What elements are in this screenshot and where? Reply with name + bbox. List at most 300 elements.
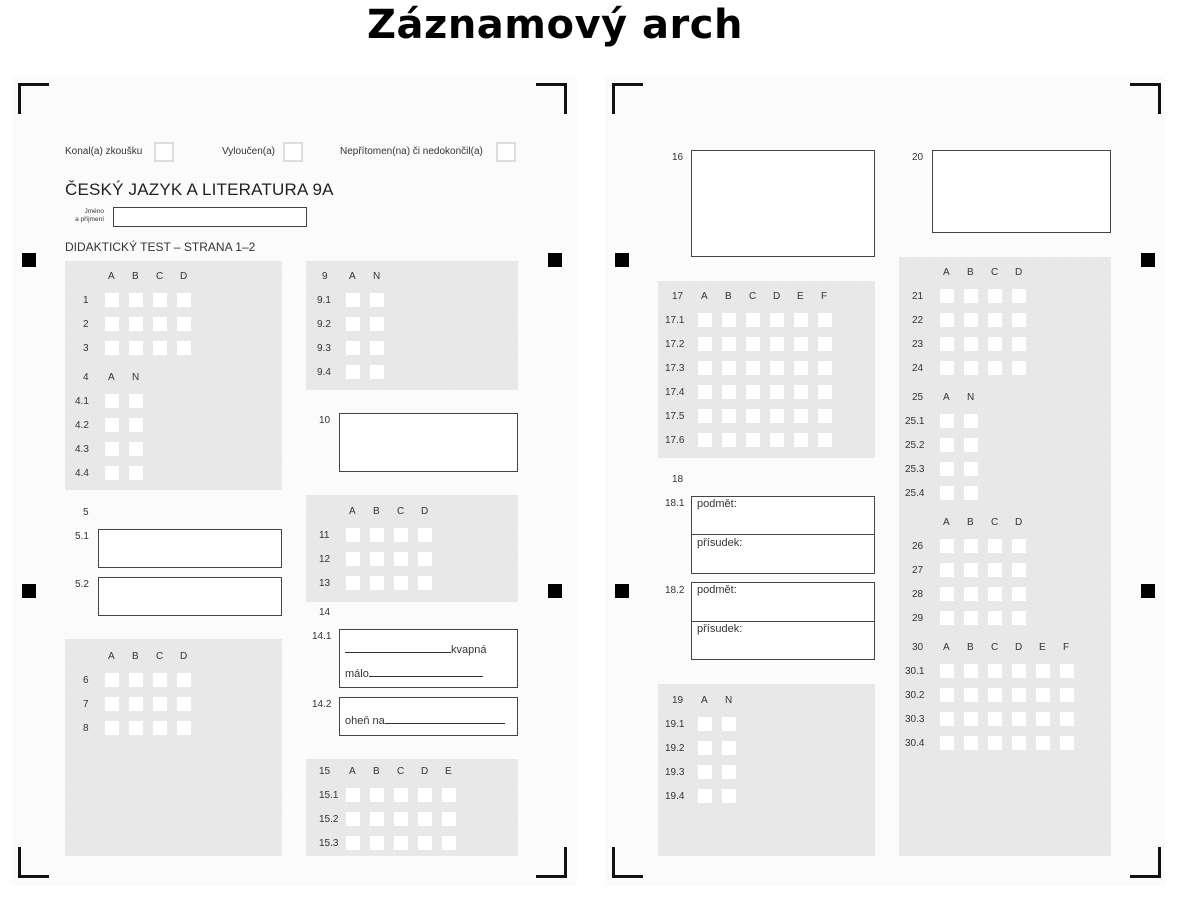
answer-box-2-b[interactable] — [129, 317, 143, 331]
question-14-2-label: 14.2 — [312, 699, 332, 710]
answer-box-15-1-b[interactable] — [370, 788, 384, 802]
answer-box-9-3-n[interactable] — [370, 341, 384, 355]
answer-box-21-d[interactable] — [1012, 289, 1026, 303]
question-18-number: 18 — [672, 474, 684, 485]
answer-box-6-c[interactable] — [153, 673, 167, 687]
status-excluded-label: Vyloučen(a) — [222, 146, 275, 157]
answer-box-17-4-e[interactable] — [794, 385, 808, 399]
answer-box-25-1-a[interactable] — [940, 414, 954, 428]
answer-box-17-2-a[interactable] — [698, 337, 712, 351]
answer-box-24-d[interactable] — [1012, 361, 1026, 375]
answer-box-27-d[interactable] — [1012, 563, 1026, 577]
question-10-field[interactable] — [339, 413, 518, 472]
row-label-27: 27 — [912, 565, 924, 576]
answer-box-1-c[interactable] — [153, 293, 167, 307]
blank-line — [369, 667, 483, 677]
answer-box-4-3-n[interactable] — [129, 442, 143, 456]
question-14-2-line — [345, 714, 505, 727]
row-label-4-2: 4.2 — [75, 420, 89, 431]
row-label-15-3: 15.3 — [319, 838, 339, 849]
registration-mark — [22, 584, 36, 598]
answer-box-30-3-d[interactable] — [1012, 712, 1026, 726]
answer-box-15-3-b[interactable] — [370, 836, 384, 850]
column-header-e: E — [445, 766, 452, 777]
answer-box-28-b[interactable] — [964, 587, 978, 601]
column-header-d: D — [1015, 642, 1023, 653]
question-19-number: 19 — [672, 695, 684, 706]
answer-box-15-2-e[interactable] — [442, 812, 456, 826]
answer-box-17-2-d[interactable] — [770, 337, 784, 351]
answer-panel — [65, 639, 282, 856]
answer-box-26-b[interactable] — [964, 539, 978, 553]
answer-box-19-3-a[interactable] — [698, 765, 712, 779]
row-label-22: 22 — [912, 315, 924, 326]
answer-box-4-1-n[interactable] — [129, 394, 143, 408]
answer-box-23-c[interactable] — [988, 337, 1002, 351]
answer-box-12-d[interactable] — [418, 552, 432, 566]
answer-box-25-4-n[interactable] — [964, 486, 978, 500]
answer-box-17-6-c[interactable] — [746, 433, 760, 447]
column-header-f: F — [1063, 642, 1070, 653]
answer-box-13-d[interactable] — [418, 576, 432, 590]
answer-box-15-3-c[interactable] — [394, 836, 408, 850]
column-header-b: B — [967, 517, 974, 528]
answer-box-24-c[interactable] — [988, 361, 1002, 375]
answer-box-30-3-c[interactable] — [988, 712, 1002, 726]
question-5-1-field[interactable] — [98, 529, 282, 568]
status-attended-checkbox[interactable] — [154, 142, 174, 162]
answer-box-19-4-a[interactable] — [698, 789, 712, 803]
answer-box-11-c[interactable] — [394, 528, 408, 542]
answer-panel — [899, 257, 1111, 856]
answer-box-17-1-e[interactable] — [794, 313, 808, 327]
line3-prefix: oheň na — [345, 715, 385, 727]
answer-box-30-2-b[interactable] — [964, 688, 978, 702]
answer-box-30-3-a[interactable] — [940, 712, 954, 726]
answer-box-9-3-a[interactable] — [346, 341, 360, 355]
question-20-field[interactable] — [932, 150, 1111, 233]
answer-box-19-3-n[interactable] — [722, 765, 736, 779]
row-label-24: 24 — [912, 363, 924, 374]
status-attended-label: Konal(a) zkoušku — [65, 146, 143, 157]
answer-box-17-4-f[interactable] — [818, 385, 832, 399]
row-label-9-3: 9.3 — [317, 343, 331, 354]
answer-box-19-2-n[interactable] — [722, 741, 736, 755]
column-header-b: B — [132, 651, 139, 662]
answer-box-17-2-e[interactable] — [794, 337, 808, 351]
corner-mark — [612, 83, 643, 114]
answer-box-30-2-d[interactable] — [1012, 688, 1026, 702]
answer-box-17-2-c[interactable] — [746, 337, 760, 351]
question-14-1-line1 — [345, 643, 486, 656]
answer-box-17-5-a[interactable] — [698, 409, 712, 423]
answer-box-25-2-n[interactable] — [964, 438, 978, 452]
answer-box-30-4-b[interactable] — [964, 736, 978, 750]
question-30-number: 30 — [912, 642, 924, 653]
answer-box-17-1-c[interactable] — [746, 313, 760, 327]
answer-box-17-5-f[interactable] — [818, 409, 832, 423]
column-header-a: A — [943, 517, 950, 528]
answer-box-7-a[interactable] — [105, 697, 119, 711]
corner-mark — [536, 847, 567, 878]
answer-box-15-3-a[interactable] — [346, 836, 360, 850]
answer-box-1-b[interactable] — [129, 293, 143, 307]
answer-box-11-b[interactable] — [370, 528, 384, 542]
column-header-c: C — [156, 271, 164, 282]
answer-panel — [658, 281, 875, 458]
registration-mark — [1141, 584, 1155, 598]
answer-box-9-4-n[interactable] — [370, 365, 384, 379]
column-header-c: C — [397, 766, 405, 777]
row-label-30-1: 30.1 — [905, 666, 925, 677]
answer-box-17-5-e[interactable] — [794, 409, 808, 423]
subject-caption: podmět: — [697, 498, 737, 510]
corner-mark — [1130, 83, 1161, 114]
answer-box-11-d[interactable] — [418, 528, 432, 542]
answer-box-27-c[interactable] — [988, 563, 1002, 577]
question-5-1-label: 5.1 — [75, 531, 89, 542]
column-header-b: B — [373, 766, 380, 777]
answer-box-17-6-e[interactable] — [794, 433, 808, 447]
column-header-d: D — [180, 651, 188, 662]
row-label-3: 3 — [83, 343, 89, 354]
answer-box-30-3-f[interactable] — [1060, 712, 1074, 726]
answer-box-2-d[interactable] — [177, 317, 191, 331]
answer-box-3-c[interactable] — [153, 341, 167, 355]
answer-box-4-1-a[interactable] — [105, 394, 119, 408]
answer-box-28-c[interactable] — [988, 587, 1002, 601]
row-label-1: 1 — [83, 295, 89, 306]
answer-box-17-4-a[interactable] — [698, 385, 712, 399]
answer-box-1-a[interactable] — [105, 293, 119, 307]
column-header-d: D — [1015, 267, 1023, 278]
answer-box-9-1-a[interactable] — [346, 293, 360, 307]
answer-box-28-a[interactable] — [940, 587, 954, 601]
answer-box-23-b[interactable] — [964, 337, 978, 351]
row-label-21: 21 — [912, 291, 924, 302]
answer-box-9-2-a[interactable] — [346, 317, 360, 331]
answer-box-17-4-d[interactable] — [770, 385, 784, 399]
column-header-a: A — [943, 392, 950, 403]
question-16-field[interactable] — [691, 150, 875, 257]
answer-box-30-1-d[interactable] — [1012, 664, 1026, 678]
answer-box-17-6-f[interactable] — [818, 433, 832, 447]
answer-box-2-c[interactable] — [153, 317, 167, 331]
answer-box-25-3-a[interactable] — [940, 462, 954, 476]
answer-box-25-2-a[interactable] — [940, 438, 954, 452]
row-label-4-4: 4.4 — [75, 468, 89, 479]
answer-box-13-c[interactable] — [394, 576, 408, 590]
answer-box-30-3-b[interactable] — [964, 712, 978, 726]
answer-box-28-d[interactable] — [1012, 587, 1026, 601]
answer-box-30-4-c[interactable] — [988, 736, 1002, 750]
answer-panel — [65, 261, 282, 490]
answer-box-24-a[interactable] — [940, 361, 954, 375]
answer-box-4-4-n[interactable] — [129, 466, 143, 480]
name-field[interactable] — [113, 207, 307, 227]
answer-box-15-2-c[interactable] — [394, 812, 408, 826]
row-label-4-1: 4.1 — [75, 396, 89, 407]
answer-box-19-4-n[interactable] — [722, 789, 736, 803]
answer-box-30-1-f[interactable] — [1060, 664, 1074, 678]
answer-box-6-a[interactable] — [105, 673, 119, 687]
column-header-n: N — [132, 372, 140, 383]
column-header-c: C — [991, 267, 999, 278]
answer-box-17-1-d[interactable] — [770, 313, 784, 327]
answer-box-8-d[interactable] — [177, 721, 191, 735]
answer-box-22-c[interactable] — [988, 313, 1002, 327]
answer-box-17-2-f[interactable] — [818, 337, 832, 351]
answer-box-17-3-b[interactable] — [722, 361, 736, 375]
row-label-17-6: 17.6 — [665, 435, 685, 446]
answer-box-15-1-d[interactable] — [418, 788, 432, 802]
row-label-30-2: 30.2 — [905, 690, 925, 701]
name-label — [62, 208, 104, 224]
answer-box-19-2-a[interactable] — [698, 741, 712, 755]
answer-box-8-a[interactable] — [105, 721, 119, 735]
column-header-e: E — [1039, 642, 1046, 653]
column-header-c: C — [397, 506, 405, 517]
test-label: DIDAKTICKÝ TEST – STRANA 1–2 — [65, 240, 256, 254]
answer-box-30-4-e[interactable] — [1036, 736, 1050, 750]
column-header-b: B — [967, 267, 974, 278]
row-label-17-1: 17.1 — [665, 315, 685, 326]
registration-mark — [1141, 253, 1155, 267]
row-label-19-3: 19.3 — [665, 767, 685, 778]
row-label-17-4: 17.4 — [665, 387, 685, 398]
answer-box-17-5-b[interactable] — [722, 409, 736, 423]
answer-box-30-1-e[interactable] — [1036, 664, 1050, 678]
answer-box-15-1-e[interactable] — [442, 788, 456, 802]
row-label-11: 11 — [319, 530, 330, 541]
answer-box-7-b[interactable] — [129, 697, 143, 711]
answer-box-4-2-a[interactable] — [105, 418, 119, 432]
answer-box-17-3-e[interactable] — [794, 361, 808, 375]
answer-box-23-a[interactable] — [940, 337, 954, 351]
row-label-25-1: 25.1 — [905, 416, 925, 427]
column-header-b: B — [967, 642, 974, 653]
answer-box-25-1-n[interactable] — [964, 414, 978, 428]
column-header-a: A — [108, 372, 115, 383]
answer-box-22-b[interactable] — [964, 313, 978, 327]
answer-box-6-d[interactable] — [177, 673, 191, 687]
subject-caption: podmět: — [697, 584, 737, 596]
answer-box-17-3-c[interactable] — [746, 361, 760, 375]
answer-box-22-a[interactable] — [940, 313, 954, 327]
status-absent-checkbox[interactable] — [496, 142, 516, 162]
answer-box-3-b[interactable] — [129, 341, 143, 355]
answer-box-4-2-n[interactable] — [129, 418, 143, 432]
name-label-line1: Jméno — [84, 208, 104, 215]
answer-box-17-4-c[interactable] — [746, 385, 760, 399]
answer-box-30-1-b[interactable] — [964, 664, 978, 678]
answer-box-2-a[interactable] — [105, 317, 119, 331]
answer-box-12-b[interactable] — [370, 552, 384, 566]
column-header-b: B — [132, 271, 139, 282]
answer-box-26-a[interactable] — [940, 539, 954, 553]
answer-box-4-3-a[interactable] — [105, 442, 119, 456]
answer-box-19-1-n[interactable] — [722, 717, 736, 731]
answer-box-30-3-e[interactable] — [1036, 712, 1050, 726]
column-header-a: A — [108, 651, 115, 662]
column-header-a: A — [349, 271, 356, 282]
answer-box-17-6-b[interactable] — [722, 433, 736, 447]
column-header-a: A — [701, 695, 708, 706]
page-title: Záznamový arch — [367, 2, 743, 48]
answer-box-17-3-d[interactable] — [770, 361, 784, 375]
answer-box-3-a[interactable] — [105, 341, 119, 355]
question-10-number: 10 — [319, 415, 331, 426]
answer-box-15-2-d[interactable] — [418, 812, 432, 826]
column-header-a: A — [701, 291, 708, 302]
answer-box-30-2-e[interactable] — [1036, 688, 1050, 702]
column-header-d: D — [773, 291, 781, 302]
answer-box-7-c[interactable] — [153, 697, 167, 711]
answer-box-30-4-a[interactable] — [940, 736, 954, 750]
answer-box-21-b[interactable] — [964, 289, 978, 303]
row-label-17-5: 17.5 — [665, 411, 685, 422]
column-header-d: D — [1015, 517, 1023, 528]
answer-box-29-b[interactable] — [964, 611, 978, 625]
answer-box-17-6-d[interactable] — [770, 433, 784, 447]
answer-box-8-c[interactable] — [153, 721, 167, 735]
answer-box-11-a[interactable] — [346, 528, 360, 542]
answer-box-1-d[interactable] — [177, 293, 191, 307]
row-label-13: 13 — [319, 578, 331, 589]
blank-line — [385, 714, 505, 724]
predicate-caption: přísudek: — [697, 623, 743, 635]
name-label-line2: a příjmení — [75, 216, 104, 223]
blank-line — [345, 643, 451, 653]
question-14-1-line2 — [345, 667, 483, 680]
column-header-n: N — [373, 271, 381, 282]
column-header-e: E — [797, 291, 804, 302]
answer-box-26-d[interactable] — [1012, 539, 1026, 553]
row-label-12: 12 — [319, 554, 331, 565]
answer-box-30-2-f[interactable] — [1060, 688, 1074, 702]
row-label-25-2: 25.2 — [905, 440, 925, 451]
answer-box-23-d[interactable] — [1012, 337, 1026, 351]
answer-box-22-d[interactable] — [1012, 313, 1026, 327]
answer-box-19-1-a[interactable] — [698, 717, 712, 731]
answer-box-30-4-d[interactable] — [1012, 736, 1026, 750]
corner-mark — [18, 847, 49, 878]
answer-box-30-2-c[interactable] — [988, 688, 1002, 702]
question-17-number: 17 — [672, 291, 684, 302]
answer-box-17-5-c[interactable] — [746, 409, 760, 423]
answer-box-7-d[interactable] — [177, 697, 191, 711]
answer-box-15-1-a[interactable] — [346, 788, 360, 802]
question-5-2-field[interactable] — [98, 577, 282, 616]
answer-box-17-1-a[interactable] — [698, 313, 712, 327]
column-header-c: C — [749, 291, 757, 302]
answer-box-27-a[interactable] — [940, 563, 954, 577]
answer-box-26-c[interactable] — [988, 539, 1002, 553]
row-label-9-2: 9.2 — [317, 319, 331, 330]
question-5-number: 5 — [83, 507, 89, 518]
answer-box-25-4-a[interactable] — [940, 486, 954, 500]
answer-box-6-b[interactable] — [129, 673, 143, 687]
answer-box-24-b[interactable] — [964, 361, 978, 375]
column-header-a: A — [108, 271, 115, 282]
answer-box-13-a[interactable] — [346, 576, 360, 590]
row-label-30-3: 30.3 — [905, 714, 925, 725]
question-25-number: 25 — [912, 392, 924, 403]
registration-mark — [615, 584, 629, 598]
question-5-2-label: 5.2 — [75, 579, 89, 590]
answer-box-15-3-d[interactable] — [418, 836, 432, 850]
column-header-d: D — [180, 271, 188, 282]
answer-box-25-3-n[interactable] — [964, 462, 978, 476]
column-header-a: A — [349, 506, 356, 517]
row-label-15-1: 15.1 — [319, 790, 339, 801]
corner-mark — [1130, 847, 1161, 878]
answer-box-27-b[interactable] — [964, 563, 978, 577]
answer-box-15-2-a[interactable] — [346, 812, 360, 826]
answer-box-4-4-a[interactable] — [105, 466, 119, 480]
registration-mark — [548, 584, 562, 598]
answer-box-17-6-a[interactable] — [698, 433, 712, 447]
row-label-15-2: 15.2 — [319, 814, 339, 825]
answer-panel — [306, 495, 518, 602]
answer-box-3-d[interactable] — [177, 341, 191, 355]
answer-box-13-b[interactable] — [370, 576, 384, 590]
answer-box-9-2-n[interactable] — [370, 317, 384, 331]
answer-box-15-3-e[interactable] — [442, 836, 456, 850]
answer-box-17-3-a[interactable] — [698, 361, 712, 375]
answer-box-21-c[interactable] — [988, 289, 1002, 303]
answer-box-30-1-a[interactable] — [940, 664, 954, 678]
answer-box-17-4-b[interactable] — [722, 385, 736, 399]
answer-box-30-1-c[interactable] — [988, 664, 1002, 678]
column-header-f: F — [821, 291, 828, 302]
column-header-b: B — [373, 506, 380, 517]
column-header-n: N — [967, 392, 975, 403]
answer-box-17-2-b[interactable] — [722, 337, 736, 351]
answer-box-30-4-f[interactable] — [1060, 736, 1074, 750]
question-4-number: 4 — [83, 372, 89, 383]
answer-box-29-c[interactable] — [988, 611, 1002, 625]
answer-box-29-a[interactable] — [940, 611, 954, 625]
row-label-8: 8 — [83, 723, 89, 734]
row-label-30-4: 30.4 — [905, 738, 925, 749]
column-header-c: C — [991, 517, 999, 528]
answer-box-8-b[interactable] — [129, 721, 143, 735]
row-label-29: 29 — [912, 613, 924, 624]
row-label-19-4: 19.4 — [665, 791, 685, 802]
answer-box-15-1-c[interactable] — [394, 788, 408, 802]
answer-box-15-2-b[interactable] — [370, 812, 384, 826]
answer-box-30-2-a[interactable] — [940, 688, 954, 702]
corner-mark — [536, 83, 567, 114]
line1-suffix: kvapná — [451, 644, 487, 656]
row-label-19-2: 19.2 — [665, 743, 685, 754]
answer-box-21-a[interactable] — [940, 289, 954, 303]
answer-box-17-1-f[interactable] — [818, 313, 832, 327]
answer-box-17-5-d[interactable] — [770, 409, 784, 423]
status-excluded-checkbox[interactable] — [283, 142, 303, 162]
answer-box-9-1-n[interactable] — [370, 293, 384, 307]
answer-box-12-c[interactable] — [394, 552, 408, 566]
answer-box-12-a[interactable] — [346, 552, 360, 566]
answer-box-17-3-f[interactable] — [818, 361, 832, 375]
status-absent-label: Nepřítomen(na) či nedokončil(a) — [340, 146, 483, 157]
answer-box-29-d[interactable] — [1012, 611, 1026, 625]
answer-box-9-4-a[interactable] — [346, 365, 360, 379]
subject-title: ČESKÝ JAZYK A LITERATURA 9A — [65, 180, 334, 199]
answer-panel — [658, 684, 875, 856]
answer-box-17-1-b[interactable] — [722, 313, 736, 327]
